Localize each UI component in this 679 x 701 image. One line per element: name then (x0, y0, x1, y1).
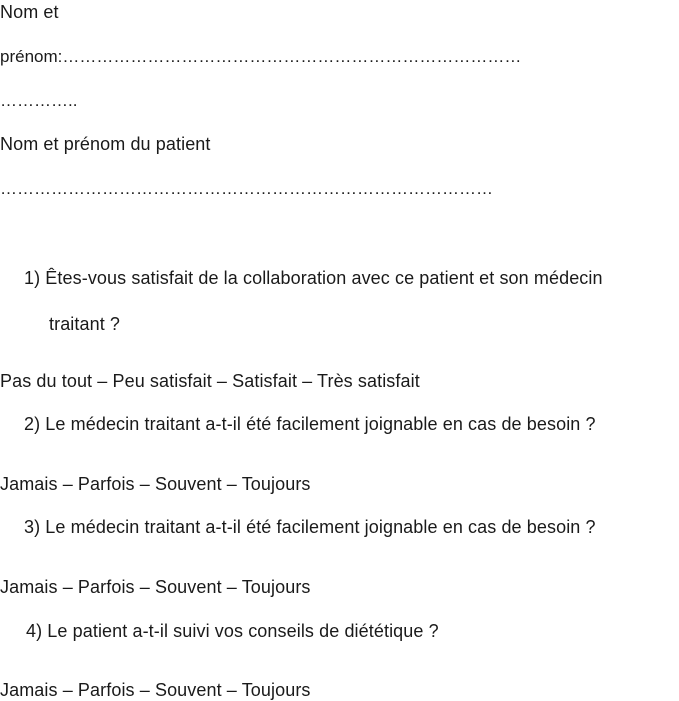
respondent-name-label: Nom et (0, 2, 59, 22)
patient-name-label: Nom et prénom du patient (0, 134, 211, 154)
question-1-text-continuation: traitant ? (49, 314, 121, 334)
respondent-name-field-continuation: ………….. (0, 91, 78, 110)
question-4-text: 4) Le patient a-t-il suivi vos conseils de diététique ? (26, 621, 439, 641)
question-4-scale: Jamais – Parfois – Souvent – Toujours (0, 680, 311, 700)
question-3-scale: Jamais – Parfois – Souvent – Toujours (0, 577, 311, 597)
question-1-text: 1) Êtes-vous satisfait de la collaboration avec ce patient et son médecin (24, 268, 603, 288)
question-1-scale: Pas du tout – Peu satisfait – Satisfait – Très satisfait (0, 371, 420, 391)
respondent-name-field: prénom:……………………………………………………………………… (0, 47, 522, 66)
question-2-scale: Jamais – Parfois – Souvent – Toujours (0, 474, 311, 494)
question-3-text: 3) Le médecin traitant a-t-il été facilement joignable en cas de besoin ? (24, 517, 596, 537)
patient-name-field: …………………………………………………………………………… (0, 179, 493, 198)
question-2-text: 2) Le médecin traitant a-t-il été facilement joignable en cas de besoin ? (24, 414, 596, 434)
